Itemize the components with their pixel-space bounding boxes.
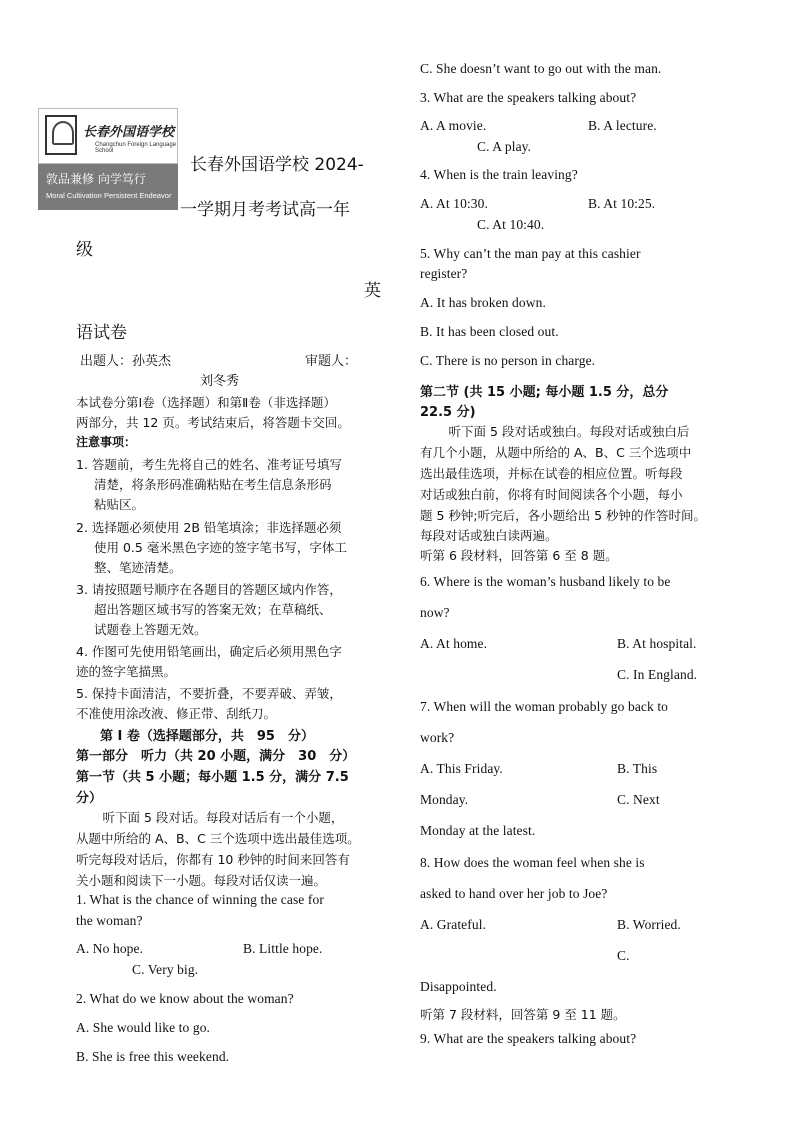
- q3-option-c: C. A play.: [477, 139, 532, 154]
- logo-top-panel: [38, 108, 178, 164]
- section-2-instr-1: 听下面 5 段对话或独白。每段对话或独白后: [436, 424, 690, 439]
- section-2-title-b: 22.5 分): [420, 405, 476, 420]
- q6-option-c: C. In England.: [617, 667, 698, 682]
- note-3-line-2: 超出答题区域书写的答案无效；在草稿纸、: [94, 602, 332, 617]
- note-2-line-1: 2. 选择题必须使用 2B 铅笔填涂；非选择题必须: [76, 520, 342, 535]
- q6-stem-a: 6. Where is the woman’s husband likely to be: [420, 574, 671, 589]
- q1-option-c: C. Very big.: [132, 962, 199, 977]
- q8-option-b: B. Worried.: [617, 917, 681, 932]
- title-line-2: 一学期月考考试高一年: [180, 200, 350, 220]
- note-1-line-3: 粘贴区。: [94, 497, 145, 512]
- q3-option-a: A. A movie.: [420, 118, 487, 133]
- intro-line-2: 两部分，共 12 页。考试结束后，将答题卡交回。: [76, 415, 350, 430]
- section-2-instr-5: 题 5 秒钟;听完后，各小题给出 5 秒钟的作答时间。: [420, 508, 707, 523]
- section-1-instr-2: 从题中所给的 A、B、C 三个选项中选出最佳选项。: [76, 831, 360, 846]
- q5-option-a: A. It has broken down.: [420, 295, 546, 310]
- note-4-line-2: 迹的签字笔描黑。: [76, 664, 177, 679]
- q5-stem-b: register?: [420, 266, 468, 281]
- section-1-title-b: 分）: [76, 791, 103, 806]
- volume-1-title: 第 I 卷（选择题部分，共 95 分）: [100, 729, 314, 744]
- section-1-instr-3: 听完每段对话后，你都有 10 秒钟的时间来回答有: [76, 852, 350, 867]
- section-2-instr-2: 有几个小题，从题中所给的 A、B、C 三个选项中: [420, 445, 692, 460]
- note-3-line-1: 3. 请按照题号顺序在各题目的答题区域内作答，: [76, 582, 342, 597]
- title-line-3: 级: [76, 240, 93, 260]
- title-line-4: 英: [364, 281, 381, 301]
- q6-option-b: B. At hospital.: [617, 636, 697, 651]
- q5-option-b: B. It has been closed out.: [420, 324, 559, 339]
- q2-option-c: C. She doesn’t want to go out with the man.: [420, 61, 662, 76]
- note-4-line-1: 4. 作图可先使用铅笔画出，确定后必须用黑色字: [76, 644, 342, 659]
- q8-option-c-cont: Disappointed.: [420, 979, 497, 994]
- title-line-5: 语试卷: [76, 323, 127, 343]
- q7-option-a: A. This Friday.: [420, 761, 503, 776]
- setter-label: 出题人：孙英杰: [80, 354, 172, 369]
- q9-stem: 9. What are the speakers talking about?: [420, 1031, 637, 1046]
- note-1-line-2: 清楚，将条形码准确粘贴在考生信息条形码: [94, 477, 332, 492]
- q2-stem: 2. What do we know about the woman?: [76, 991, 294, 1006]
- title-line-1: 长春外国语学校 2024-: [190, 155, 364, 175]
- q3-option-b: B. A lecture.: [588, 118, 657, 133]
- logo-motto-en: Moral Cultivation Persistent Endeavor: [46, 191, 172, 200]
- reviewer-name: 刘冬秀: [200, 374, 240, 389]
- q8-stem-b: asked to hand over her job to Joe?: [420, 886, 608, 901]
- note-5-line-1: 5. 保持卡面清洁，不要折叠，不要弄破、弄皱，: [76, 686, 342, 701]
- logo-calligraphy: 长春外国语学校: [83, 125, 175, 140]
- q7-stem-a: 7. When will the woman probably go back to: [420, 699, 669, 714]
- q4-option-a: A. At 10:30.: [420, 196, 488, 211]
- q6-stem-b: now?: [420, 605, 450, 620]
- school-logo: [38, 108, 178, 210]
- q4-stem: 4. When is the train leaving?: [420, 167, 578, 182]
- q5-stem-a: 5. Why can’t the man pay at this cashier: [420, 246, 641, 261]
- q8-option-a: A. Grateful.: [420, 917, 487, 932]
- q5-option-c: C. There is no person in charge.: [420, 353, 596, 368]
- section-2-instr-6: 每段对话或独白读两遍。: [420, 528, 558, 543]
- q7-option-b-cont: Monday.: [420, 792, 469, 807]
- q7-option-b: B. This: [617, 761, 658, 776]
- q1-option-a: A. No hope.: [76, 941, 144, 956]
- section-1-instr-4: 关小题和阅读下一小题。每段对话仅读一遍。: [76, 873, 327, 888]
- section-1-instr-1: 听下面 5 段对话。每段对话后有一个小题，: [90, 810, 344, 825]
- q4-option-b: B. At 10:25.: [588, 196, 656, 211]
- section-2-instr-3: 选出最佳选项，并标在试卷的相应位置。听每段: [420, 466, 683, 481]
- section-2-title-a: 第二节 (共 15 小题; 每小题 1.5 分，总分: [420, 385, 669, 400]
- q8-stem-a: 8. How does the woman feel when she is: [420, 855, 645, 870]
- reviewer-label: 审题人：: [305, 354, 358, 369]
- logo-motto-panel: [38, 164, 178, 210]
- material-7-note: 听第 7 段材料，回答第 9 至 11 题。: [420, 1007, 626, 1022]
- q2-option-b: B. She is free this weekend.: [76, 1049, 230, 1064]
- notice-title: 注意事项：: [76, 435, 137, 449]
- note-2-line-2: 使用 0.5 毫米黑色字迹的签字笔书写，字体工: [94, 540, 347, 555]
- q2-option-a: A. She would like to go.: [76, 1020, 211, 1035]
- q1-stem-a: 1. What is the chance of winning the case for: [76, 892, 324, 907]
- intro-line-1: 本试卷分第Ⅰ卷（选择题）和第Ⅱ卷（非选择题）: [76, 395, 336, 410]
- q1-stem-b: the woman?: [76, 913, 143, 928]
- q6-option-a: A. At home.: [420, 636, 488, 651]
- q7-option-c-cont: Monday at the latest.: [420, 823, 536, 838]
- part-1-title: 第一部分 听力（共 20 小题，满分 30 分）: [76, 749, 356, 764]
- section-2-instr-4: 对话或独白前，你将有时间阅读各个小题，每小: [420, 487, 683, 502]
- note-2-line-3: 整、笔迹清楚。: [94, 560, 182, 575]
- q1-option-b: B. Little hope.: [243, 941, 323, 956]
- q8-option-c: C.: [617, 948, 630, 963]
- note-1-line-1: 1. 答题前，考生先将自己的姓名、准考证号填写: [76, 457, 342, 472]
- school-seal-icon: [45, 115, 77, 155]
- q3-stem: 3. What are the speakers talking about?: [420, 90, 637, 105]
- note-5-line-2: 不准使用涂改液、修正带、刮纸刀。: [76, 706, 277, 721]
- q7-option-c: C. Next: [617, 792, 660, 807]
- q7-stem-b: work?: [420, 730, 455, 745]
- logo-english-name: Changchun Foreign Language School: [95, 142, 177, 154]
- material-6-note: 听第 6 段材料，回答第 6 至 8 题。: [420, 548, 618, 563]
- logo-motto-cn: 敦品兼修 向学笃行: [46, 172, 146, 186]
- q4-option-c: C. At 10:40.: [477, 217, 545, 232]
- section-1-title-a: 第一节（共 5 小题；每小题 1.5 分，满分 7.5: [76, 770, 349, 785]
- note-3-line-3: 试题卷上答题无效。: [94, 622, 207, 637]
